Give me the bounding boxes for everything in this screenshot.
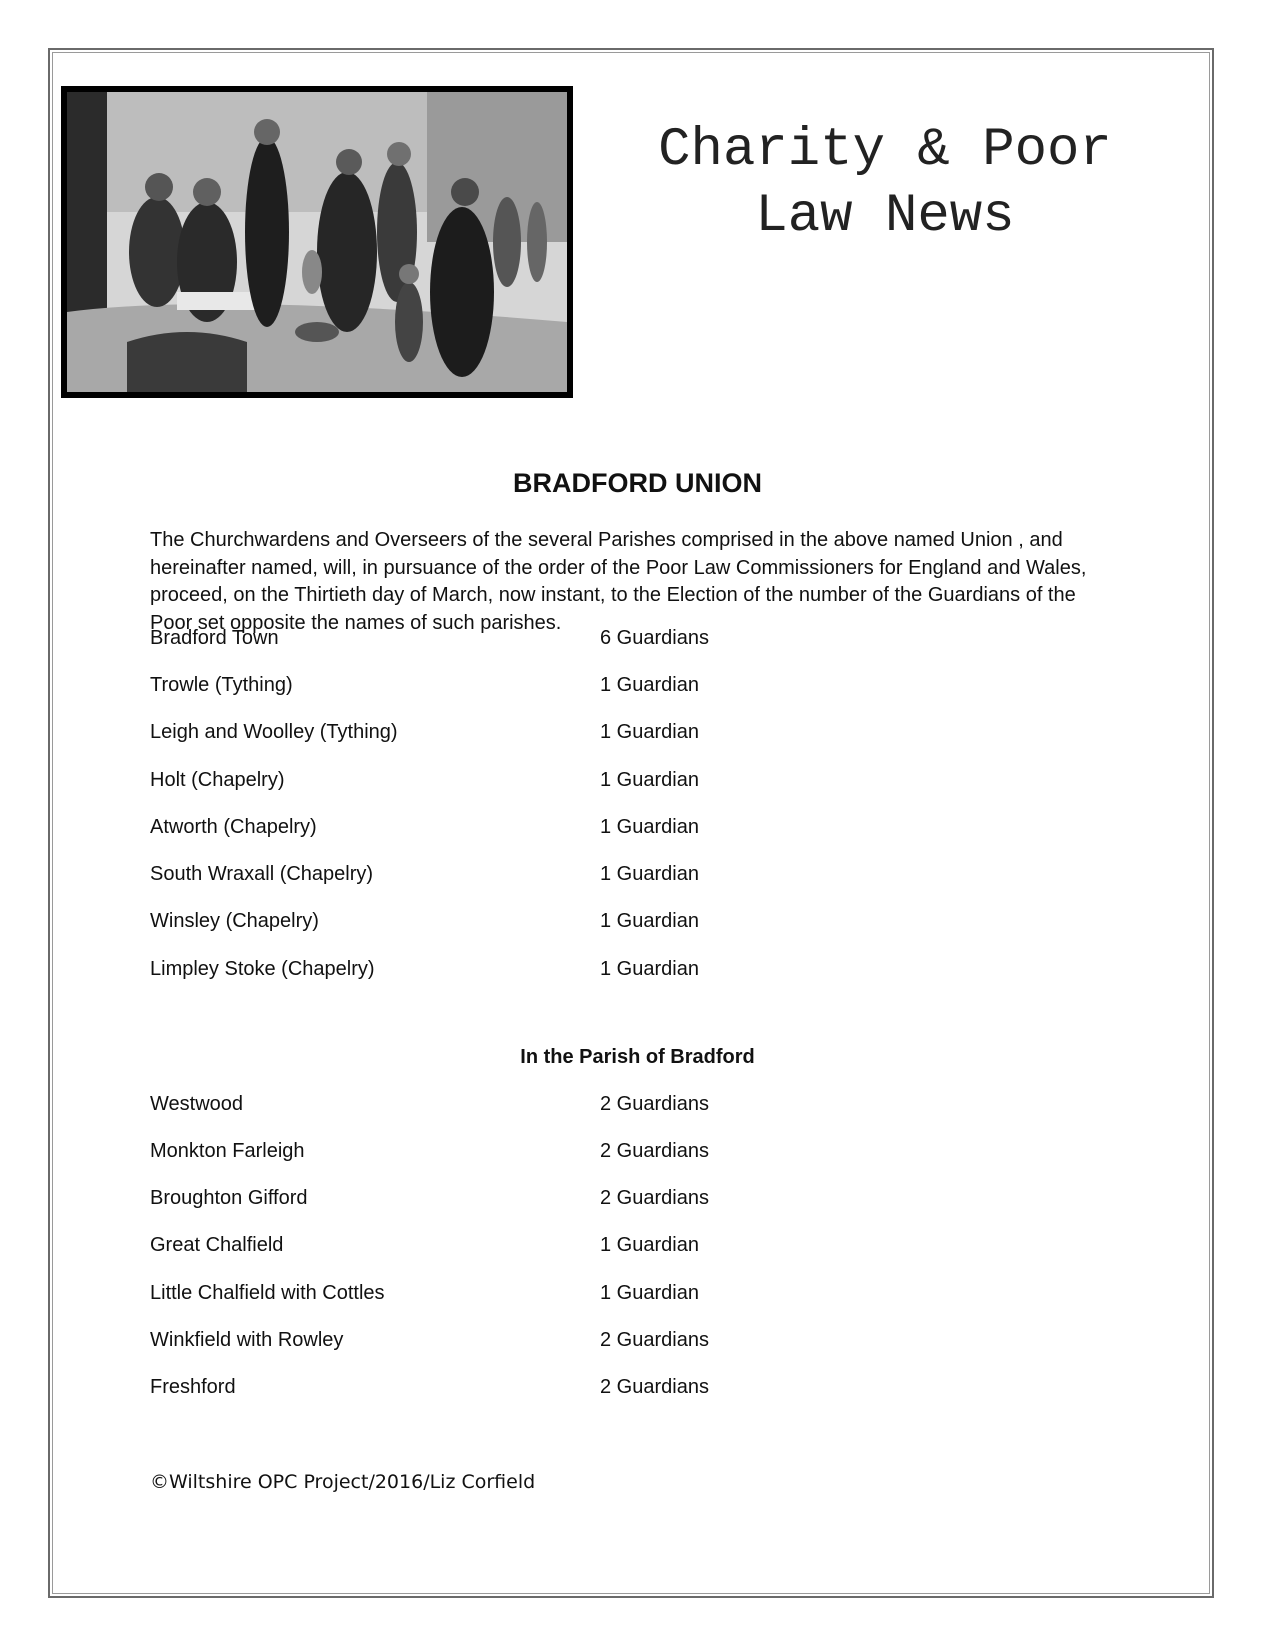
parish-row — [150, 1183, 1050, 1213]
guardian-count: 1 Guardian — [600, 958, 699, 980]
parish-row — [150, 906, 1050, 936]
parish-name: Trowle (Tything) — [150, 674, 293, 696]
parish-name: Broughton Gifford — [150, 1187, 308, 1209]
parish-name: Bradford Town — [150, 627, 279, 649]
parish-row — [150, 812, 1050, 842]
parish-row — [150, 1278, 1050, 1308]
parish-row — [150, 765, 1050, 795]
parish-name: Freshford — [150, 1376, 236, 1398]
masthead-line-2: Law News — [755, 186, 1015, 247]
parish-name: Limpley Stoke (Chapelry) — [150, 958, 375, 980]
guardian-count: 1 Guardian — [600, 1282, 699, 1304]
guardian-count: 2 Guardians — [600, 1329, 709, 1351]
guardian-count: 2 Guardians — [600, 1093, 709, 1115]
guardian-count: 1 Guardian — [600, 674, 699, 696]
engraving-figures — [67, 92, 567, 392]
notice-heading: BRADFORD UNION — [513, 468, 762, 498]
parish-row — [150, 717, 1050, 747]
parish-row — [150, 1372, 1050, 1402]
guardian-count: 1 Guardian — [600, 863, 699, 885]
engraving-illustration — [61, 86, 573, 398]
parish-name: Little Chalfield with Cottles — [150, 1282, 385, 1304]
parish-row — [150, 623, 1050, 653]
guardian-count: 1 Guardian — [600, 816, 699, 838]
masthead-line-1: Charity & Poor — [658, 120, 1112, 181]
masthead-title — [600, 118, 1170, 250]
guardian-count: 1 Guardian — [600, 1234, 699, 1256]
guardian-count: 1 Guardian — [600, 721, 699, 743]
guardian-count: 2 Guardians — [600, 1187, 709, 1209]
guardian-count: 2 Guardians — [600, 1376, 709, 1398]
parish-name: Monkton Farleigh — [150, 1140, 305, 1162]
parish-row — [150, 1136, 1050, 1166]
guardian-count: 6 Guardians — [600, 627, 709, 649]
parish-name: Great Chalfield — [150, 1234, 284, 1256]
parish-row — [150, 954, 1050, 984]
guardian-count: 1 Guardian — [600, 769, 699, 791]
parish-row — [150, 859, 1050, 889]
guardian-count: 2 Guardians — [600, 1140, 709, 1162]
parish-subheading: In the Parish of Bradford — [520, 1046, 755, 1068]
parish-name: Winsley (Chapelry) — [150, 910, 319, 932]
parish-name: Leigh and Woolley (Tything) — [150, 721, 398, 743]
parish-name: Winkfield with Rowley — [150, 1329, 344, 1351]
parish-row — [150, 670, 1050, 700]
parish-name: Westwood — [150, 1093, 244, 1115]
notice-intro-paragraph: The Churchwardens and Overseers of the several Parishes comprised in the above named Union , and hereinafter named, will, in pursuance of the order of the Poor Law Commissioners for England and Wales, proceed, on the Thirtieth day of March, now instant, to the Election of the number of the Guardians of the Poor set opposite the names of such parishes. — [150, 529, 1087, 634]
parish-row — [150, 1325, 1050, 1355]
parish-name: Holt (Chapelry) — [150, 769, 285, 791]
parish-name: South Wraxall (Chapelry) — [150, 863, 374, 885]
parish-name: Atworth (Chapelry) — [150, 816, 317, 838]
copyright-footer: ©Wiltshire OPC Project/2016/Liz Corfield — [150, 1471, 536, 1493]
guardian-count: 1 Guardian — [600, 910, 699, 932]
parish-row — [150, 1089, 1050, 1119]
parish-row — [150, 1230, 1050, 1260]
